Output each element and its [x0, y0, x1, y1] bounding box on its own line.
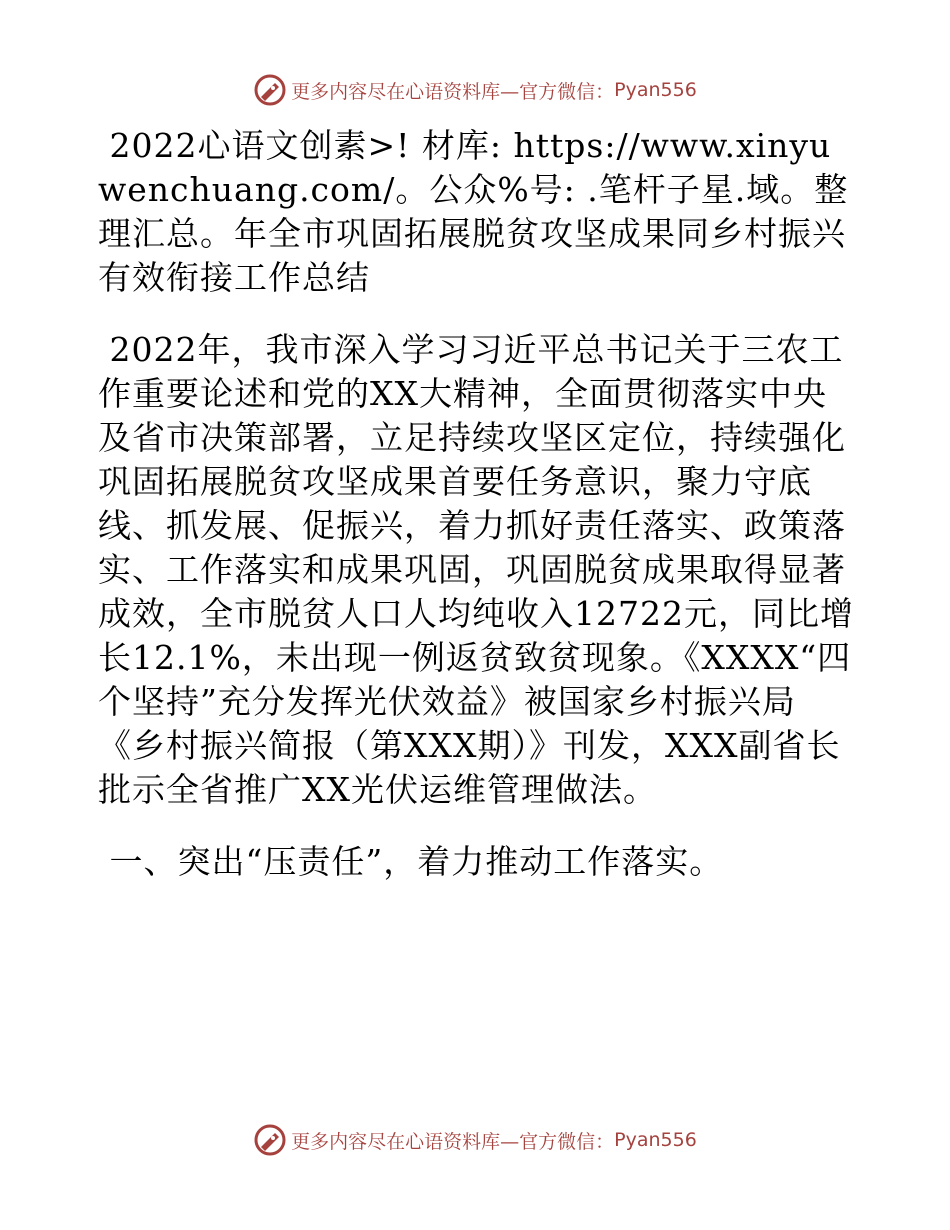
pen-nib-circle-icon [253, 73, 287, 107]
header-watermark [0, 68, 950, 112]
watermark-handle: Pyan556 [614, 79, 697, 101]
watermark-text: 更多内容尽在心语资料库—官方微信： [291, 80, 615, 103]
section-heading: 一、突出“压责任”，着力推动工作落实。 [98, 842, 724, 881]
document-body-paragraph: 2022年，我市深入学习习近平总书记关于三农工作重要论述和党的XX大精神，全面贯彻落实中央及省市决策部署，立足持续攻坚区定位，持续强化巩固拓展脱贫攻坚成果首要任务意识，聚力守底线、抓发展、促振兴，着力抓好责任落实、政策落实、工作落实和成果巩固，巩固脱贫成果取得显著成效，全市脱贫人口人均纯收入12722元，同比增长12.1%，未出现一例返贫致贫现象。《XXXX“四个坚持”充分发挥光伏效益》被国家乡村振兴局《乡村振兴简报（第XXX期）》刊发，XXX副省长批示全省推广XX光伏运维管理做法。 [98, 330, 854, 809]
watermark-text: 更多内容尽在心语资料库—官方微信： [291, 1130, 615, 1153]
watermark-handle: Pyan556 [614, 1129, 697, 1151]
pen-nib-circle-icon [253, 1123, 287, 1157]
footer-watermark [0, 1118, 950, 1162]
document-title-paragraph: 2022心语文创素>! 材库: https://www.xinyuwenchuang.com/。公众%号: .笔杆子星.域。整理汇总。年全市巩固拓展脱贫攻坚成果同乡村振兴有效衔接工作总结 [98, 126, 849, 297]
document-body [98, 124, 858, 884]
